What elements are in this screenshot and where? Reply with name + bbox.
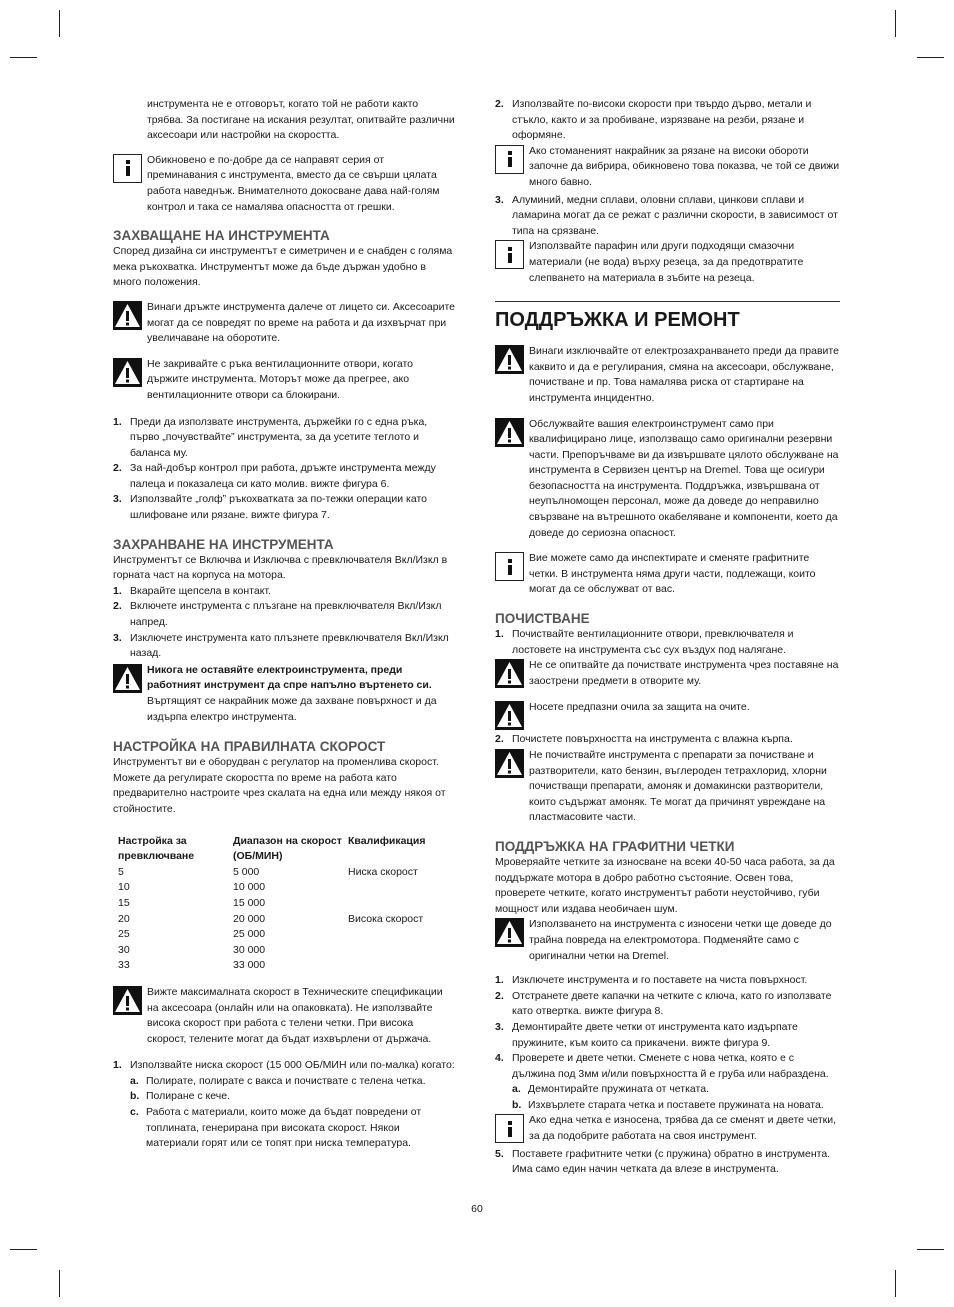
list-item: 3. Изключете инструмента като плъзнете превключвателя Вкл/Изкл назад. bbox=[113, 631, 449, 660]
section-heading-power: ЗАХРАНВАНЕ НА ИНСТРУМЕНТА bbox=[113, 536, 334, 552]
info-note bbox=[495, 144, 840, 191]
crop-mark bbox=[10, 57, 37, 58]
info-note bbox=[113, 153, 455, 215]
section-heading-maintenance: ПОДДРЪЖКА И РЕМОНТ bbox=[495, 309, 740, 332]
warning-icon bbox=[113, 664, 142, 693]
sub-list-item: a. Демонтирайте пружината от четката. bbox=[512, 1083, 709, 1096]
info-note-text: Ако стоманеният накрайник за рязане на високи обороти започне да вибрира, обикновено това показва, че той се движи много бавно. bbox=[529, 144, 840, 188]
section-heading-brushes: ПОДДРЪЖКА НА ГРАФИТНИ ЧЕТКИ bbox=[495, 838, 735, 854]
crop-mark bbox=[917, 1249, 944, 1250]
info-note bbox=[495, 239, 840, 286]
list-item: 5. Поставете графитните четки (с пружина) обратно в инструмента. Има само един начин четката да влезе в инструмента. bbox=[495, 1147, 831, 1176]
info-note-text: Ако една четка е износена, трябва да се сменят и двете четки, за да подобрите работата на своя инструмент. bbox=[529, 1114, 837, 1143]
warning-icon bbox=[495, 659, 524, 688]
warning-icon bbox=[113, 301, 142, 330]
list-item: 1. Преди да използвате инструмента, държейки го с една ръка, първо „почувствайте” инструмента, за да усетите теглото и баланса му. bbox=[113, 415, 428, 459]
warning-icon bbox=[495, 345, 524, 374]
intro-text: инструмента не е отговорът, когато той не работи както трябва. За постигане на искания резултат, опитвайте различни аксесоари или настройки на скоростта. bbox=[147, 98, 455, 142]
table-row: 25 25 000 bbox=[118, 928, 266, 941]
section-heading-cleaning: ПОЧИСТВАНЕ bbox=[495, 611, 590, 627]
warning-icon bbox=[495, 918, 524, 947]
list-item: 1. Вкарайте щепсела в контакт. bbox=[113, 584, 271, 597]
warning-icon bbox=[495, 701, 524, 730]
sub-list-item: c. Работа с материали, които може да бъдат повредени от топлината, генерирана при високата скорост. Някои материали горят или се топят при ниска температура. bbox=[130, 1106, 422, 1150]
warning-note bbox=[113, 663, 455, 725]
power-steps bbox=[113, 584, 455, 662]
warning-bold-text: Никога не оставяйте електроинструмента, преди работният инструмент да спре напълно въртенето си. bbox=[147, 663, 432, 692]
speed-text: Инструментът ви е оборудван с регулатор на променлива скорост. Можете да регулирате скоростта по време на работа като предварително настроите чрез скалата на една или между някоя от стойностите. bbox=[113, 756, 446, 815]
list-item: 2. Почистете повърхността на инструмента с влажна кърпа. bbox=[495, 733, 793, 746]
brush-text: Мроверяайте четките за износване на всеки 40-50 часа работа, за да поддържате мотора в добро работно състояние. Освен това, проверете четките, когато инструментът работи неустойчиво, губи мощност или издава необичаен шум. bbox=[495, 855, 835, 915]
table-header-row bbox=[118, 834, 455, 865]
list-item: 2. Включете инструмента с плъзгане на превключвателя Вкл/Изкл напред. bbox=[113, 600, 442, 629]
crop-mark bbox=[895, 10, 896, 37]
warning-note bbox=[495, 917, 840, 964]
warning-icon bbox=[113, 986, 142, 1015]
crop-mark bbox=[917, 57, 944, 58]
warning-note-text: Винаги дръжте инструмента далече от лицето си. Аксесоарите могат да се повредят по време на работа и да изхвърчат при увеличаване на оборотите. bbox=[147, 300, 456, 345]
crop-mark bbox=[59, 1270, 60, 1297]
crop-mark bbox=[59, 10, 60, 37]
warning-note-text: Не се опитвайте да почиствате инструмента чрез поставяне на заострени предмети в отворите му. bbox=[529, 659, 839, 687]
left-column bbox=[113, 97, 455, 1152]
sub-list-item: b. Полиране с кече. bbox=[130, 1090, 230, 1103]
list-item: 3. Демонтирайте двете четки от инструмента като издърпате пружините, към които са прикачени. вижте фигура 9. bbox=[495, 1020, 798, 1049]
list-item: 2. Отстранете двете капачки на четките с ключа, като го използвате като отвертка. вижте фигура 8. bbox=[495, 989, 832, 1018]
holding-text: Според дизайна си инструментът е симетричен и е снабден с голяма мека ръкохватка. Инструментът може да бъде държан удобно в много положения. bbox=[113, 245, 453, 289]
info-icon bbox=[495, 145, 524, 174]
info-note-text: Обикновено е по-добре да се направят серия от преминавания с инструмента, вместо да се свърши цялата работа наведнъж. Внимателното докосване дава най-голям контрол и така се намалява опасността от грешки. bbox=[147, 153, 440, 213]
table-row: 5 5 000 Ниска скорост bbox=[118, 865, 418, 878]
info-icon bbox=[495, 1114, 524, 1143]
warning-note bbox=[495, 417, 840, 542]
warning-note-text: Носете предпазни очила за защита на очите. bbox=[529, 701, 750, 714]
warning-note bbox=[495, 344, 840, 406]
list-item: 1. Използвайте ниска скорост (15 000 ОБ/МИН или по-малка) когато: bbox=[113, 1059, 455, 1072]
info-note-text: Вие можете само да инспектирате и сменяте графитните четки. В инструмента няма други части, подлежащи, които могат да се обслужват от вас. bbox=[529, 552, 816, 596]
info-icon bbox=[113, 154, 142, 183]
crop-mark bbox=[895, 1270, 896, 1297]
table-row: 30 30 000 bbox=[118, 943, 266, 956]
list-item: 1. Почиствайте вентилационните отвори, превключвателя и лостовете на инструмента със сух въздух под налягане. bbox=[495, 628, 794, 656]
power-text: Инструментът се Включва и Изключва с превключвателя Вкл/Изкл в горната част на корпуса на мотора. bbox=[113, 553, 448, 582]
info-note-text: Използвайте парафин или други подходящи смазочни материали (не вода) върху резеца, за да предотвратите слепването на материала в зъбите на резеца. bbox=[529, 240, 804, 284]
table-header: Диапазон на скорост (ОБ/МИН) bbox=[233, 834, 342, 863]
page-number: 60 bbox=[471, 1203, 483, 1215]
warning-icon bbox=[113, 358, 142, 387]
right-column bbox=[495, 97, 840, 1178]
info-icon bbox=[495, 552, 524, 581]
section-heading-speed: НАСТРОЙКА НА ПРАВИЛНАТА СКОРОСТ bbox=[113, 739, 386, 755]
table-row: 15 15 000 bbox=[118, 896, 266, 909]
section-divider bbox=[495, 301, 840, 302]
warning-note bbox=[495, 658, 840, 689]
warning-note-text: Вижте максималната скорост в Техническите спецификации на аксесоара (онлайн или на опаковката). Не използвайте висока скорост при работа с телени четки. При висока скорост, телените могат да бъдат изхвърлени от държача. bbox=[147, 985, 443, 1045]
warning-icon bbox=[495, 749, 524, 778]
table-row: 33 33 000 bbox=[118, 959, 266, 972]
sub-list-item: b. Изхвърлете старата четка и поставете пружината на новата. bbox=[512, 1098, 824, 1111]
low-speed-list bbox=[113, 1058, 455, 1152]
warning-note-text: Винаги изключвайте от електрозахранването преди да правите каквито и да е регулирания, смяна на аксесоари, обслужване, почистване и пр. Това намалява риска от стартиране на инструмента инцидентно. bbox=[529, 345, 839, 404]
warning-note bbox=[113, 357, 455, 404]
speed-table bbox=[118, 834, 455, 974]
table-row: 20 20 000 Висока скорост bbox=[118, 912, 424, 925]
table-header: Квалификация bbox=[348, 834, 426, 847]
section-heading-holding: ЗАХВАЩАНЕ НА ИНСТРУМЕНТА bbox=[113, 228, 330, 244]
warning-note-text: Не почиствайте инструмента с препарати за почистване и разтворители, като бензин, въглероден тетрахлорид, хлорни почистващи препарати, амоняк и домакински разтворители, които съдържат амоняк. Те могат да причинят увреждане на пластмасовите части. bbox=[529, 749, 827, 824]
warning-icon bbox=[495, 418, 524, 447]
crop-mark bbox=[10, 1249, 37, 1250]
sub-list-item: a. Полирате, полирате с вакса и почиствате с телена четка. bbox=[130, 1074, 426, 1087]
info-icon bbox=[495, 240, 524, 269]
list-item: 2. За най-добър контрол при работа, дръжте инструмента между палеца и показалеца си като молив. вижте фигура 6. bbox=[113, 462, 436, 490]
warning-note-text: Обслужвайте вашия електроинструмент само при квалифицирано лице, използващо само оригинални резервни части. Препоръчваме ви да извършвате цялото обслужване на инструмента в Сервизен център на Dremel. Това ще осигури безопасността на инструмента. Поддръжка, извършвана от неупълномощен персонал, може да доведе до неправилно свързване на вътрешното окабеляване и компоненти, което да доведе до сериозна опасност. bbox=[529, 417, 839, 539]
warning-note bbox=[495, 700, 840, 730]
list-item: 3. Използвайте „голф” ръкохватката за по-тежки операции като шлифоване или рязане. вижте фигура 7. bbox=[113, 493, 428, 522]
list-item: 4. Проверете и двете четки. Сменете с нова четка, която е с дължина под 3мм и/или повърхността й е груба или набраздена. bbox=[495, 1052, 829, 1080]
list-item: 3. Алуминий, медни сплави, оловни сплави, цинкови сплави и ламарина могат да се режат с различни скорости, в зависимост от типа на срязване. bbox=[495, 193, 838, 237]
info-note bbox=[495, 551, 840, 598]
warning-note bbox=[495, 748, 840, 826]
warning-rest-text: Въртящият се накрайник може да захване повърхност и да издърпа електро инструмента. bbox=[147, 695, 437, 723]
warning-note bbox=[113, 985, 455, 1047]
warning-note-text: Използването на инструмента с износени четки ще доведе до трайна повреда на електромотора. Подменяйте само с оригинални четки на Dremel. bbox=[529, 918, 832, 962]
warning-note-text: Не закривайте с ръка вентилационните отвори, когато държите инструмента. Моторът може да прегрее, ако вентилационните отвори са блокирани. bbox=[147, 357, 413, 401]
table-row: 10 10 000 bbox=[118, 881, 266, 894]
list-item: 1. Изключете инструмента и го поставете на чиста повърхност. bbox=[495, 974, 808, 987]
info-note bbox=[495, 1113, 840, 1144]
warning-note bbox=[113, 300, 455, 347]
list-item: 2. Използвайте по-високи скорости при твърдо дърво, метали и стъкло, както и за пробиване, изрязване на резби, рязане и оформяне. bbox=[495, 98, 812, 142]
table-header: Настройка за превключване bbox=[118, 834, 195, 863]
warning-note-text bbox=[147, 663, 455, 725]
brush-steps bbox=[495, 973, 840, 1113]
holding-steps bbox=[113, 415, 455, 524]
